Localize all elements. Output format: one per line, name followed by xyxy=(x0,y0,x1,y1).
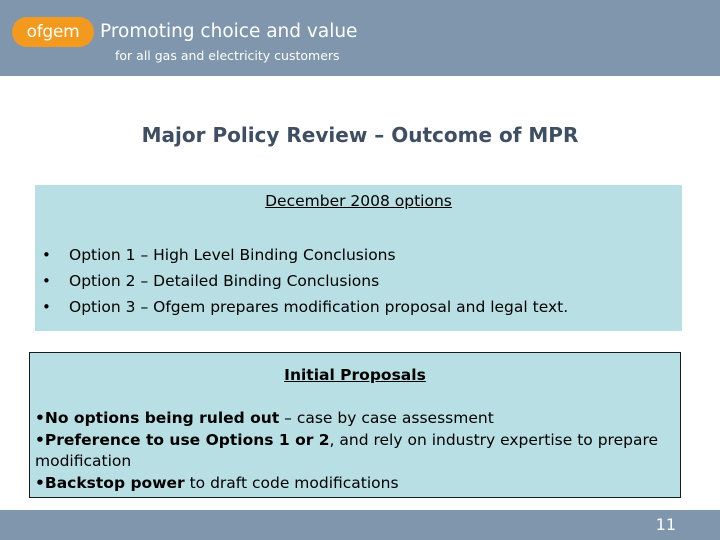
page-number: 11 xyxy=(655,515,676,534)
proposal-text: – case by case assessment xyxy=(279,409,494,427)
proposal-item xyxy=(35,408,675,430)
proposal-text: to draft code modifications xyxy=(184,473,399,492)
proposal-emphasis: •No options being ruled out xyxy=(35,409,280,427)
option-text: – Ofgem prepares modification proposal and legal text. xyxy=(135,298,569,316)
header-tagline: Promoting choice and value xyxy=(100,21,358,42)
proposal-emphasis: •Backstop power xyxy=(35,473,185,492)
bullet-marker: • xyxy=(42,298,51,316)
header-banner xyxy=(0,0,720,76)
ofgem-logo: ofgem xyxy=(12,17,94,47)
option-item xyxy=(35,242,568,268)
bullet-marker: • xyxy=(42,246,51,264)
footer-bar xyxy=(0,510,720,540)
option-label: Option 2 xyxy=(69,272,136,290)
bullet-marker: • xyxy=(42,272,51,290)
option-label: Option 1 xyxy=(69,246,136,264)
initial-proposals-box xyxy=(29,352,681,498)
proposal-emphasis: •Preference to use Options 1 or 2 xyxy=(35,430,330,449)
proposal-text: , and rely on industry expertise to prepare modification xyxy=(35,430,659,470)
option-item xyxy=(35,268,568,294)
december-options-heading: December 2008 options xyxy=(265,192,452,210)
option-text: – High Level Binding Conclusions xyxy=(135,246,396,264)
option-item xyxy=(35,294,568,320)
december-options-list xyxy=(35,242,568,320)
initial-proposals-body xyxy=(35,408,675,494)
option-text: – Detailed Binding Conclusions xyxy=(135,272,380,290)
proposal-item xyxy=(35,473,675,495)
header-subtagline: for all gas and electricity customers xyxy=(115,48,340,63)
slide-title: Major Policy Review – Outcome of MPR xyxy=(141,123,579,147)
option-label: Option 3 xyxy=(69,298,136,316)
december-options-box xyxy=(35,185,682,331)
proposal-item xyxy=(35,430,675,473)
initial-proposals-heading: Initial Proposals xyxy=(284,366,426,384)
